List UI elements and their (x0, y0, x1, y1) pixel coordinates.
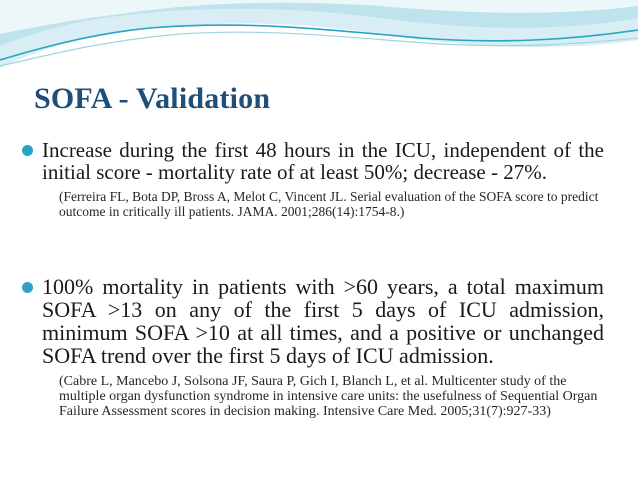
bullet-item (22, 139, 604, 219)
bullet-row (22, 275, 604, 367)
slide-title: SOFA - Validation (34, 82, 271, 115)
bullet-item (22, 275, 604, 420)
bullet-row (22, 139, 604, 183)
bullet-dot-icon (22, 145, 33, 156)
bullet-text: 100% mortality in patients with >60 years, a total maximum SOFA >13 on any of the first 5 days of ICU admission, minimum SOFA >10 at all times, and a positive or unchanged SOFA trend over the first 5 days of ICU admission. (42, 274, 604, 368)
bullet-reference: (Ferreira FL, Bota DP, Bross A, Melot C, Vincent JL. Serial evaluation of the SOFA score to predict outcome in critically ill patients. JAMA. 2001;286(14):1754-8.) (59, 189, 599, 219)
bullet-dot-icon (22, 282, 33, 293)
bullet-text: Increase during the first 48 hours in the ICU, independent of the initial score - mortality rate of at least 50%; decrease - 27%. (42, 138, 604, 184)
header-wave-decoration (0, 0, 638, 80)
bullet-reference: (Cabre L, Mancebo J, Solsona JF, Saura P, Gich I, Blanch L, et al. Multicenter study of the multiple organ dysfunction syndrome in intensive care units: the usefulness of Sequential Organ Failure Assessment scores in decision making. Intensive Care Med. 2005;31(7):927-33) (59, 374, 598, 420)
